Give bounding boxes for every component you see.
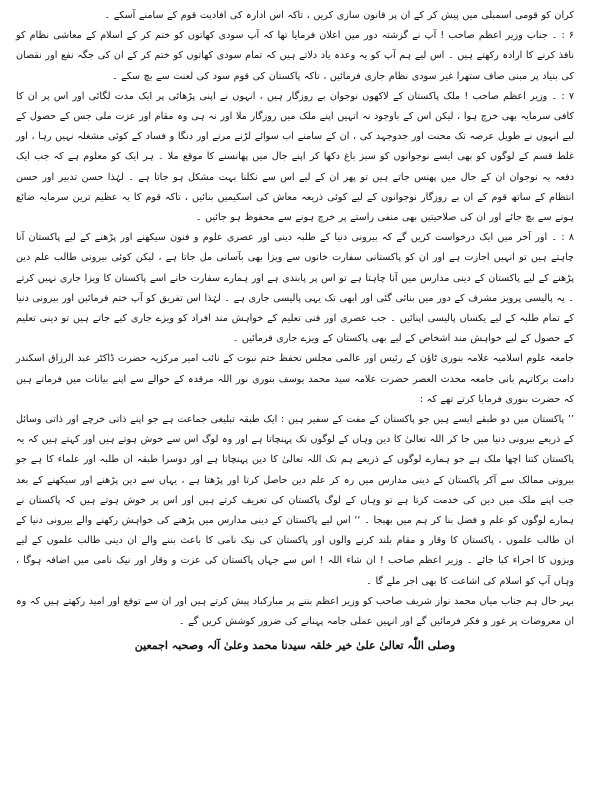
paragraph-point-6: ۶ : ۔ جناب وزیر اعظم صاحب ! آپ نے گزشتہ دور میں اعلان فرمایا تھا کہ آپ سودی کھاتوں کو ختم کر کے اسلام کے معاشی نظام کو نافذ کرنے کا ارادہ رکھتے ہیں ۔ اس لیے ہم آپ کو یہ وعدہ یاد دلاتے ہیں کہ تمام سودی کھاتوں کو ختم کر کے ان کی جگہ نفع اور نقصان کی بنیاد پر مبنی صاف ستھرا غیر سودی نظام جاری فرمائیں ، تاکہ پاکستان کی قوم سود کی لعنت سے بچ سکے ۔	[16, 30, 574, 82]
paragraph-point-8: ۸ : ۔ اور آخر میں ایک درخواست کریں گے کہ بیرونی دنیا کے طلبہ دینی اور عصری علوم و فنون سیکھنے اور پڑھنے کے لیے پاکستان آنا چاہتے ہیں تو انہیں اجازت ہے اور ان کو پاکستانی سفارت خانوں سے ویزا بھی بآسانی مل جاتا ہے ، لیکن کوئی بیرونی طالب علم دین پڑھنے کے لیے پاکستان کے دینی مدارس میں آنا چاہتا ہے تو اس پر پابندی ہے اور ہمارے سفارت خانے اسے پاکستان کا ویزا جاری نہیں کرتے ۔ یہ پالیسی پرویز مشرف کے دور میں بنائی گئی اور ابھی تک یہی پالیسی جاری ہے ۔ لہٰذا اس تفریق کو آپ ختم فرمائیں اور بیرونی دنیا کے تمام طلبہ کے لیے یکساں پالیسی اپنائیں ۔ جب عصری اور فنی تعلیم کے خواہش مند افراد کو ویزے جاری کیے جاتے ہیں تو دینی تعلیم کے حصول کے لیے خواہش مند اشخاص کے لیے بھی پاکستان کے ویزے جاری فرمائیں ۔	[16, 232, 574, 345]
closing-salutation: وصلی اللّٰہ تعالیٰ علیٰ خیر خلقہ سیدنا محمد وعلیٰ آلہ وصحبہ اجمعین	[134, 639, 456, 653]
paragraph-banuri-quote: ’’ پاکستان میں دو طبقے ایسے ہیں جو پاکستان کے مفت کے سفیر ہیں : ایک طبقہ تبلیغی جماعت ہے جو اپنے ذاتی خرچے اور ذاتی وسائل کے ذریعے بیرونی دنیا میں جا کر اللہ تعالیٰ کا دین وہاں کے لوگوں تک پہنچاتا ہے اور وہ لوگ اس سے خوش ہوتے ہیں اور کہتے ہیں کہ یہ پاکستان کتنا اچھا ملک ہے جو ہمارے لوگوں کے ذریعے ہم تک اللہ تعالیٰ کا دین پہنچاتا ہے اور دوسرا طبقہ ان طلبہ اور علماء کا ہے جو بیرونی ممالک سے آکر پاکستان کے دینی مدارس میں رہ کر علم دین حاصل کرتا اور پڑھتا ہے ، یہاں سے دین پڑھنے اور سیکھنے کے بعد جب اپنے ملک میں دین کی خدمت کرتا ہے تو وہاں کے لوگ پاکستان کی تعریف کرتے ہیں اور اس پر خوش ہوتے ہیں کہ پاکستان نے ہمارے لوگوں کو علم و فضل بنا کر ہم میں بھیجا ۔ ‘‘ اس لیے پاکستان کے دینی مدارس میں پڑھنے کی خواہش رکھنے والے بیرونی دنیا کے ان طالب علموں ، پاکستان کا وقار و مقام بلند کرنے والوں اور پاکستان کی نیک نامی کا باعث بننے والے ان دینی طالب علموں کے لیے ویزوں کا اجراء کیا جائے ۔ وزیر اعظم صاحب ! ان شاء اللہ ! اس سے جہاں پاکستان کی عزت و وقار اور نیک نامی میں اضافہ ہوگا ، وہاں آپ کو اسلام کی اشاعت کا بھی اجر ملے گا ۔	[16, 414, 574, 587]
paragraph-jamia-reference: جامعہ علوم اسلامیہ علامہ بنوری ٹاؤن کے رئیس اور عالمی مجلس تحفظ ختم نبوت کے نائب امیر مرکزیہ حضرت ڈاکٹر عبد الرزاق اسکندر دامت برکاتہم بانی جامعہ محدث العصر حضرت علامہ سید محمد یوسف بنوری نور اللہ مرقدہ کے حوالے سے اپنے بیانات میں فرماتے ہیں کہ حضرت بنوری فرمایا کرتے تھے کہ :	[16, 353, 574, 405]
paragraph-conclusion: بہر حال ہم جناب میاں محمد نواز شریف صاحب کو وزیر اعظم بننے پر مبارکباد پیش کرتے ہیں اور ان سے توقع اور امید رکھتے ہیں کہ وہ ان معروضات پر غور و فکر فرمائیں گے اور انہیں عملی جامہ پہنانے کی ضرور کوشش کریں گے ۔	[16, 595, 574, 628]
paragraph-intro-continuation: کران کو قومی اسمبلی میں پیش کر کے ان پر قانون سازی کریں ، تاکہ اس ادارہ کی افادیت قوم کے سامنے آسکے ۔	[104, 10, 574, 21]
paragraph-point-7: ۷ : ۔ وزیر اعظم صاحب ! ملک پاکستان کے لاکھوں نوجوان بے روزگار ہیں ، انہوں نے اپنی پڑھائی پر ایک مدت لگائی اور اس پر ان کا کافی سرمایہ بھی خرچ ہوا ، لیکن اس کے باوجود نہ انہیں اپنے ملک میں روزگار ملا اور نہ ہی وہ مقام اور عزت ملی جس کے حصول کے لیے انہوں نے طویل عرصہ تک محنت اور جدوجہد کی ، ان کے سامنے اب سوائے لڑنے مرنے اور دنگا و فساد کے کوئی مشغلہ نہیں رہا ، اور غلط قسم کے لوگوں کو بھی ایسے نوجوانوں کو سبز باغ دکھا کر اپنے جال میں پھانسنے کا موقع ملا ۔ ہر ایک کو معلوم ہے کہ جب ایک دفعہ یہ نوجوان ان کے جال میں پھنس جاتے ہیں تو پھر ان کے لیے اس سے نکلنا بہت مشکل ہو جاتا ہے ۔ لہٰذا حسن تدبیر اور حسن انتظام کے ساتھ قوم کے ان بے روزگار نوجوانوں کے لیے کوئی ذریعہ معاش کی اسکیمیں بنائیں ، تاکہ قوم کا یہ عظیم ترین سرمایہ ضائع ہونے سے بچ جائے اور ان کی صلاحیتیں بھی منفی راستے پر خرچ ہونے سے محفوظ ہو جائیں ۔	[16, 90, 574, 224]
